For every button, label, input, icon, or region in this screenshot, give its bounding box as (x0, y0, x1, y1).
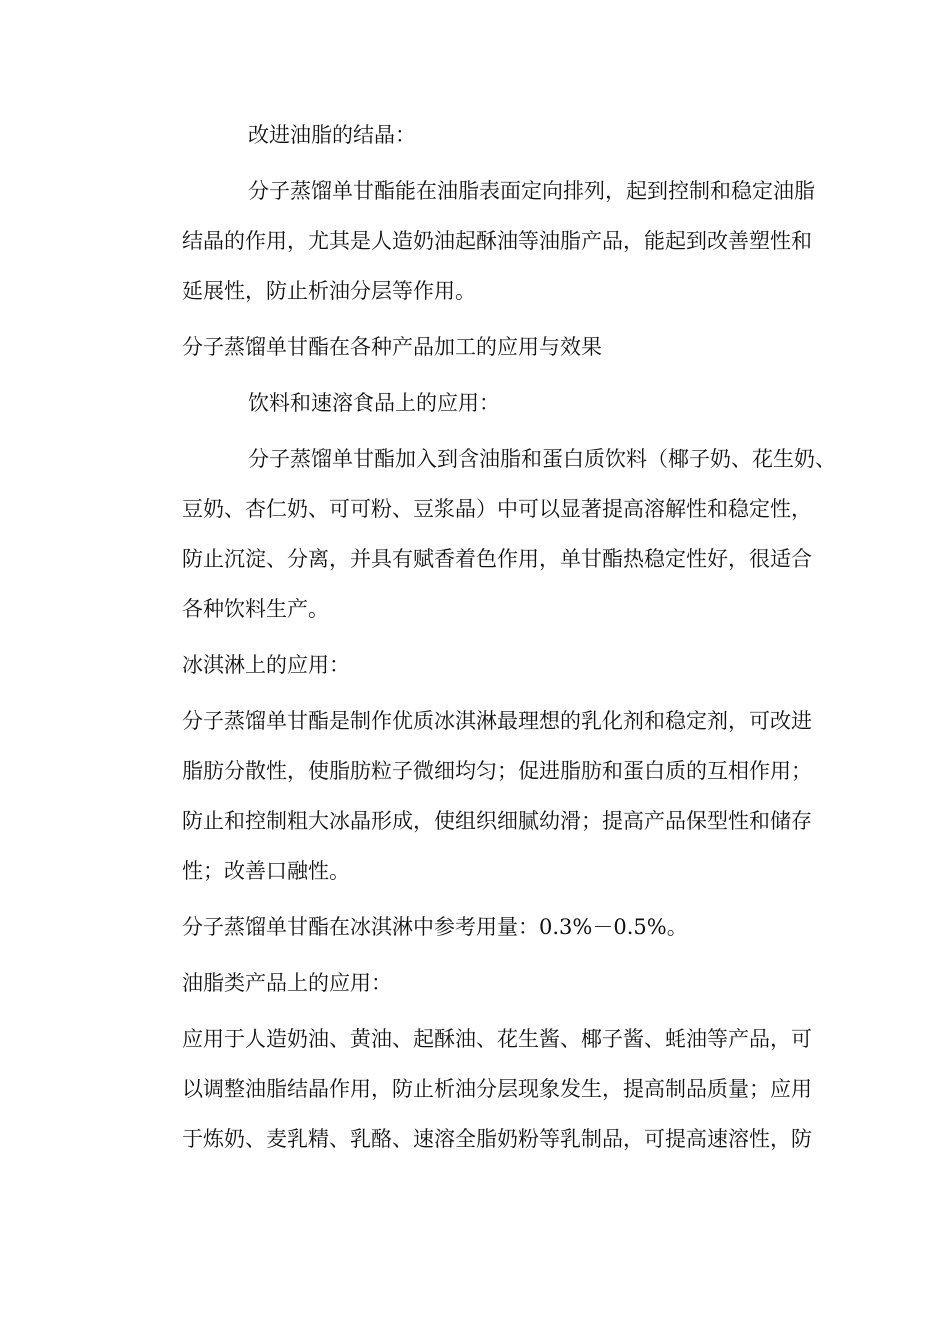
paragraph-line: 防止沉淀、分离，并具有赋香着色作用，单甘酯热稳定性好，很适合 (182, 547, 812, 571)
heading-oil-products-application: 油脂类产品上的应用： (182, 971, 392, 995)
heading-ice-cream-application: 冰淇淋上的应用： (182, 653, 350, 677)
paragraph-line: 防止和控制粗大冰晶形成，使组织细腻幼滑；提高产品保型性和储存 (182, 809, 812, 833)
paragraph-line: 结晶的作用，尤其是人造奶油起酥油等油脂产品，能起到改善塑性和 (182, 229, 812, 253)
paragraph-line: 分子蒸馏单甘酯能在油脂表面定向排列，起到控制和稳定油脂 (248, 179, 815, 203)
paragraph-line: 应用于人造奶油、黄油、起酥油、花生酱、椰子酱、蚝油等产品，可 (182, 1027, 812, 1051)
heading-beverage-application: 饮料和速溶食品上的应用： (248, 391, 500, 415)
paragraph-line: 性；改善口融性。 (182, 859, 350, 883)
paragraph-line: 延展性，防止析油分层等作用。 (182, 279, 476, 303)
paragraph-line: 脂肪分散性，使脂肪粒子微细均匀；促进脂肪和蛋白质的互相作用； (182, 759, 812, 783)
section-heading-applications: 分子蒸馏单甘酯在各种产品加工的应用与效果 (182, 335, 602, 359)
paragraph-line: 分子蒸馏单甘酯是制作优质冰淇淋最理想的乳化剂和稳定剂，可改进 (182, 709, 812, 733)
paragraph-line: 各种饮料生产。 (182, 597, 329, 621)
paragraph-line: 分子蒸馏单甘酯加入到含油脂和蛋白质饮料（椰子奶、花生奶、 (248, 447, 836, 471)
heading-improve-crystallization: 改进油脂的结晶： (248, 123, 416, 147)
dosage-note: 分子蒸馏单甘酯在冰淇淋中参考用量：0.3%－0.5%。 (182, 915, 688, 939)
paragraph-line: 于炼奶、麦乳精、乳酪、速溶全脂奶粉等乳制品，可提高速溶性，防 (182, 1127, 812, 1151)
paragraph-line: 豆奶、杏仁奶、可可粉、豆浆晶）中可以显著提高溶解性和稳定性， (182, 497, 812, 521)
paragraph-line: 以调整油脂结晶作用，防止析油分层现象发生，提高制品质量；应用 (182, 1077, 812, 1101)
